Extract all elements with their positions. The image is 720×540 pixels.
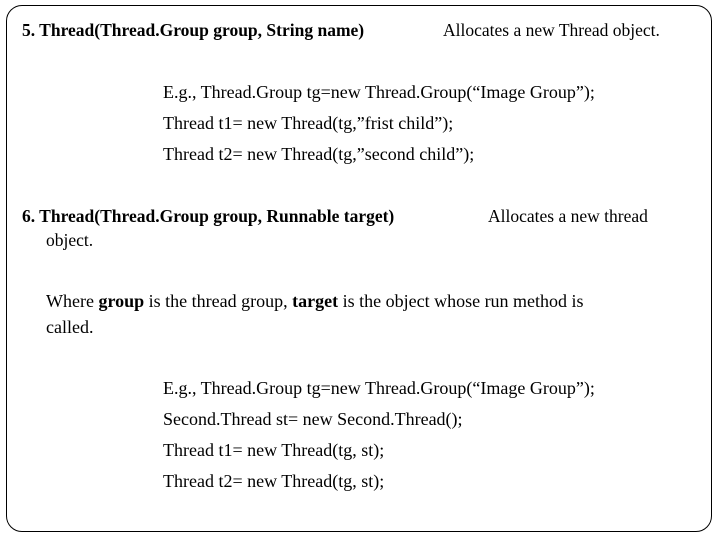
item6-example-line-4: Thread t2= new Thread(tg, st); — [163, 471, 385, 491]
item6-example-line-2: Second.Thread st= new Second.Thread(); — [163, 409, 463, 429]
item6-heading: 6. Thread(Thread.Group group, Runnable target) — [22, 206, 395, 226]
term-group: group — [98, 291, 145, 311]
term-target: target — [292, 291, 339, 311]
item6-explanation-line-1 — [46, 290, 584, 312]
item5-description: Allocates a new Thread object. — [443, 20, 660, 40]
explanation-text: Where — [46, 291, 99, 311]
explanation-text: is the thread group, — [144, 291, 293, 311]
explanation-text: is the object whose run method is — [338, 291, 584, 311]
item6-explanation-line-2: called. — [46, 317, 94, 337]
item5-example-line-2: Thread t1= new Thread(tg,”frist child”); — [163, 113, 454, 133]
item5-heading: 5. Thread(Thread.Group group, String name) — [22, 20, 365, 40]
item5-example-line-1: E.g., Thread.Group tg=new Thread.Group(“Image Group”); — [163, 82, 595, 102]
item6-description-line-1: Allocates a new thread — [488, 206, 648, 226]
item6-example-line-3: Thread t1= new Thread(tg, st); — [163, 440, 385, 460]
item6-example-line-1: E.g., Thread.Group tg=new Thread.Group(“Image Group”); — [163, 378, 595, 398]
item6-description-line-2: object. — [46, 230, 94, 250]
item5-example-line-3: Thread t2= new Thread(tg,”second child”); — [163, 144, 475, 164]
